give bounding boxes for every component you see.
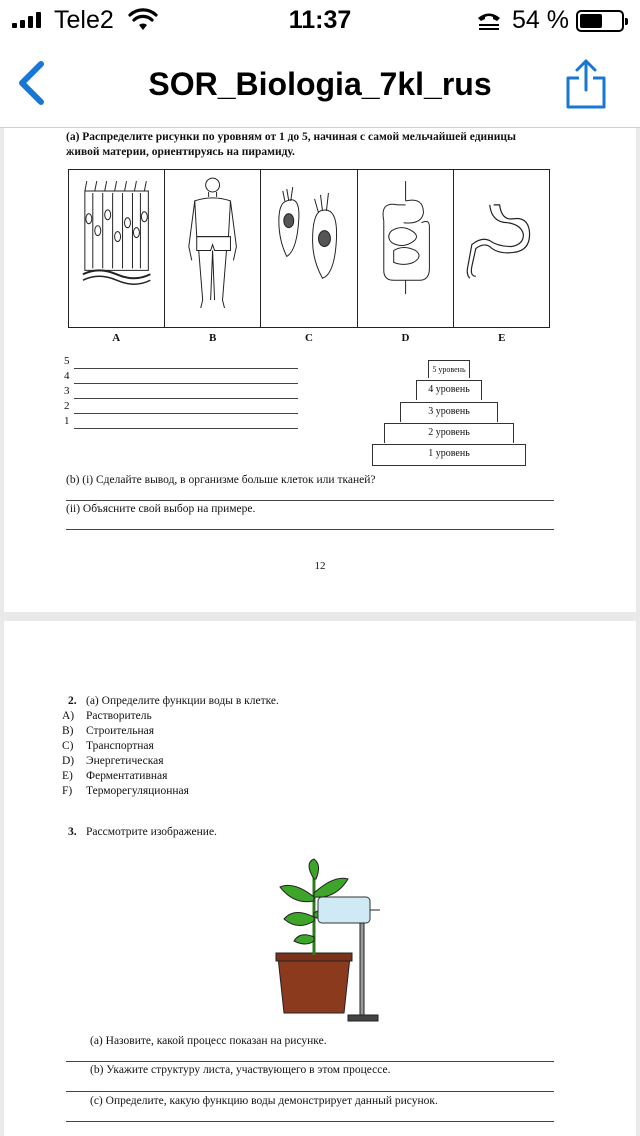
question-3b-text: (b) Укажите структуру листа, участвующего в этом процессе. [90, 1064, 391, 1076]
level-number: 5 [64, 355, 70, 367]
pyramid-level-4: 4 уровень [416, 380, 482, 400]
answer-line[interactable] [66, 1061, 554, 1062]
pyramid-level-1: 1 уровень [372, 444, 526, 466]
battery-icon [576, 10, 624, 32]
task-a-text-cont: живой материи, ориентируясь на пирамиду. [66, 146, 295, 158]
cells-image [261, 170, 357, 327]
level-number: 3 [64, 385, 70, 397]
option-text: Энергетическая [86, 755, 164, 767]
answer-line[interactable] [74, 368, 298, 369]
label-a: A [112, 332, 121, 344]
share-icon[interactable] [564, 58, 608, 110]
status-bar [0, 0, 640, 40]
digestive-system-image [358, 170, 454, 327]
pyramid-level-5: 5 уровень [428, 360, 470, 378]
plant-experiment-image [264, 857, 384, 1025]
task-b2-text: (ii) Объясните свой выбор на примере. [66, 503, 256, 515]
question-2-number: 2. [68, 695, 77, 707]
option-text: Растворитель [86, 710, 152, 722]
document-page-13 [4, 621, 636, 1136]
question-3-number: 3. [68, 826, 77, 838]
option-text: Терморегуляционная [86, 785, 189, 797]
answer-line[interactable] [74, 428, 298, 429]
battery-percentage: 54 % [512, 6, 569, 34]
option-key: D) [62, 755, 75, 767]
pyramid-level-3: 3 уровень [400, 402, 498, 422]
navigation-bar [0, 40, 640, 128]
pyramid-level-2: 2 уровень [384, 423, 514, 443]
answer-line[interactable] [66, 1121, 554, 1122]
image-grid [68, 169, 550, 328]
option-text: Транспортная [86, 740, 154, 752]
option-key: C) [62, 740, 74, 752]
stomach-image [454, 170, 549, 327]
answer-line[interactable] [66, 500, 554, 501]
question-3c-text: (c) Определите, какую функцию воды демонстрирует данный рисунок. [90, 1095, 438, 1107]
level-number: 1 [64, 415, 70, 427]
label-e: E [498, 332, 506, 344]
clock: 11:37 [288, 6, 352, 34]
tty-icon [476, 11, 502, 31]
document-page-12 [4, 128, 636, 612]
option-key: B) [62, 725, 74, 737]
option-text: Ферментативная [86, 770, 168, 782]
option-text: Строительная [86, 725, 155, 737]
image-labels [68, 332, 550, 344]
tissue-image [69, 170, 165, 327]
option-key: E) [62, 770, 73, 782]
document-title: SOR_Biologia_7kl_rus [148, 66, 492, 102]
level-number: 4 [64, 370, 70, 382]
option-key: A) [62, 710, 75, 722]
carrier-name: Tele2 [54, 6, 114, 34]
label-b: B [208, 332, 217, 344]
answer-line[interactable] [74, 383, 298, 384]
answer-line[interactable] [66, 1091, 554, 1092]
level-number: 2 [64, 400, 70, 412]
levels-pyramid [368, 356, 528, 468]
answer-line[interactable] [74, 413, 298, 414]
task-a-text: (a) Распределите рисунки по уровням от 1 до 5, начиная с самой мельчайшей единицы [66, 131, 516, 143]
label-c: C [305, 332, 313, 344]
page-number: 12 [314, 560, 326, 572]
back-chevron-icon[interactable] [14, 60, 48, 106]
task-b1-text: (b) (i) Сделайте вывод, в организме больше клеток или тканей? [66, 474, 376, 486]
human-image [165, 170, 261, 327]
question-3a-text: (a) Назовите, какой процесс показан на рисунке. [90, 1035, 327, 1047]
question-2-text: (a) Определите функции воды в клетке. [86, 695, 279, 707]
label-d: D [401, 332, 410, 344]
question-3-text: Рассмотрите изображение. [86, 826, 217, 838]
answer-line[interactable] [74, 398, 298, 399]
answer-line[interactable] [66, 529, 554, 530]
option-key: F) [62, 785, 73, 797]
